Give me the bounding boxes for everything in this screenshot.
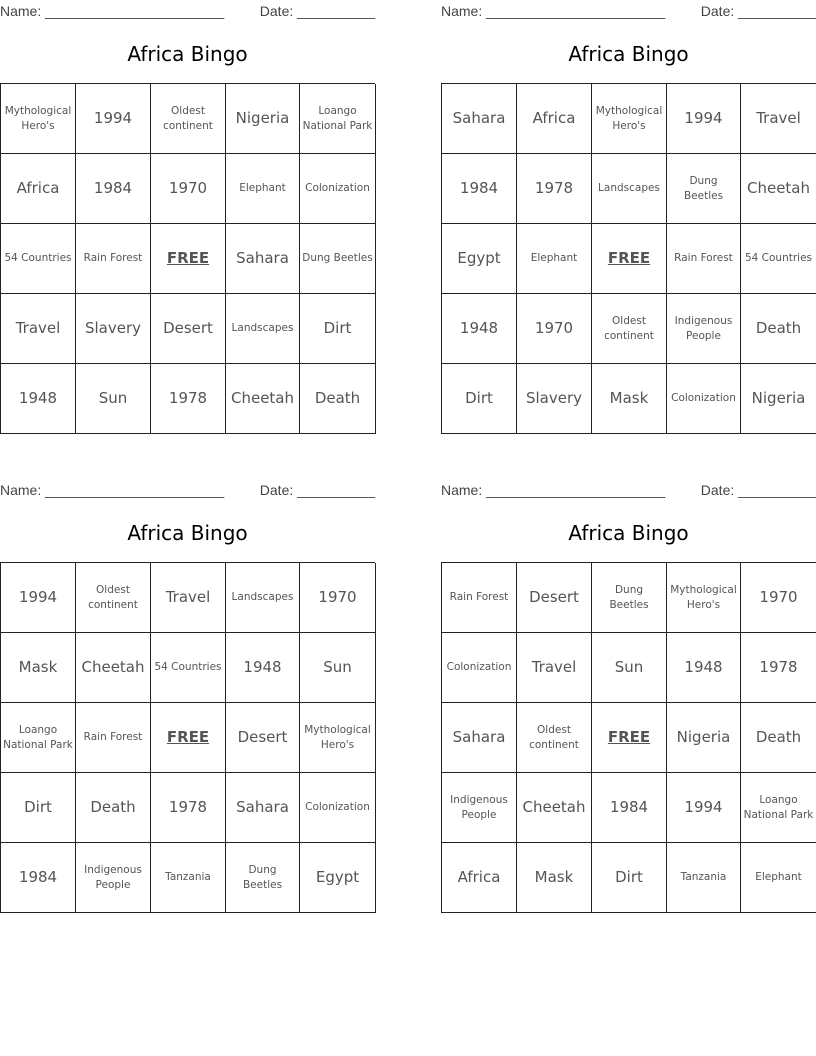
bingo-cell[interactable]: Dung Beetles: [300, 224, 376, 294]
bingo-cell[interactable]: Sun: [300, 633, 376, 703]
bingo-cell[interactable]: Slavery: [517, 364, 592, 434]
bingo-cell[interactable]: 1984: [442, 154, 517, 224]
bingo-cell[interactable]: Africa: [517, 84, 592, 154]
bingo-cell[interactable]: 1994: [667, 773, 741, 843]
date-field[interactable]: Date: __________: [259, 3, 375, 19]
bingo-cell[interactable]: 1984: [592, 773, 667, 843]
bingo-cell[interactable]: 1948: [667, 633, 741, 703]
bingo-cell[interactable]: 1984: [76, 154, 151, 224]
bingo-cell[interactable]: Colonization: [300, 154, 376, 224]
bingo-cell[interactable]: Dirt: [592, 843, 667, 913]
bingo-cell[interactable]: Oldest continent: [592, 294, 667, 364]
bingo-cell[interactable]: Nigeria: [741, 364, 816, 434]
bingo-cell[interactable]: 1948: [442, 294, 517, 364]
bingo-cell[interactable]: Desert: [151, 294, 226, 364]
bingo-cell[interactable]: Sahara: [442, 84, 517, 154]
bingo-cell[interactable]: 1978: [151, 773, 226, 843]
bingo-cell[interactable]: Oldest continent: [76, 563, 151, 633]
bingo-cell[interactable]: Dirt: [442, 364, 517, 434]
bingo-cell[interactable]: Nigeria: [226, 84, 300, 154]
bingo-cell[interactable]: Nigeria: [667, 703, 741, 773]
bingo-cell[interactable]: Mask: [592, 364, 667, 434]
bingo-cell[interactable]: Loango National Park: [300, 84, 376, 154]
date-field[interactable]: Date: __________: [700, 3, 816, 19]
bingo-cell[interactable]: 1948: [1, 364, 76, 434]
bingo-cell[interactable]: Travel: [1, 294, 76, 364]
bingo-cell[interactable]: Africa: [442, 843, 517, 913]
bingo-cell[interactable]: 1984: [1, 843, 76, 913]
bingo-cell[interactable]: Cheetah: [226, 364, 300, 434]
bingo-cell[interactable]: Dung Beetles: [667, 154, 741, 224]
bingo-grid: [441, 83, 816, 434]
name-field[interactable]: Name: _______________________: [441, 3, 666, 19]
bingo-cell[interactable]: Elephant: [226, 154, 300, 224]
bingo-grid: [0, 83, 375, 434]
bingo-cell[interactable]: 54 Countries: [741, 224, 816, 294]
bingo-cell[interactable]: 1994: [667, 84, 741, 154]
bingo-cell[interactable]: Cheetah: [517, 773, 592, 843]
card-title: Africa Bingo: [568, 521, 689, 545]
bingo-cell[interactable]: Travel: [151, 563, 226, 633]
bingo-cell[interactable]: Elephant: [741, 843, 816, 913]
bingo-cell[interactable]: 1994: [76, 84, 151, 154]
bingo-cell[interactable]: 1978: [151, 364, 226, 434]
bingo-cell[interactable]: 1970: [517, 294, 592, 364]
bingo-grid: [441, 562, 816, 913]
bingo-cell[interactable]: Rain Forest: [76, 703, 151, 773]
card-title: Africa Bingo: [127, 521, 248, 545]
free-space-cell[interactable]: FREE: [592, 703, 667, 773]
bingo-cell[interactable]: Mythological Hero's: [300, 703, 376, 773]
bingo-card-3: [0, 479, 375, 913]
bingo-cell[interactable]: Landscapes: [592, 154, 667, 224]
bingo-cell[interactable]: 1994: [1, 563, 76, 633]
bingo-card-1: [0, 0, 375, 434]
bingo-cell[interactable]: 1970: [741, 563, 816, 633]
bingo-cell[interactable]: Death: [741, 703, 816, 773]
bingo-cell[interactable]: 54 Countries: [151, 633, 226, 703]
bingo-cell[interactable]: Death: [76, 773, 151, 843]
bingo-cell[interactable]: Rain Forest: [442, 563, 517, 633]
bingo-cell[interactable]: Desert: [226, 703, 300, 773]
bingo-cell[interactable]: Dung Beetles: [226, 843, 300, 913]
bingo-cell[interactable]: Sahara: [226, 224, 300, 294]
bingo-cell[interactable]: 1970: [151, 154, 226, 224]
bingo-cell[interactable]: 1970: [300, 563, 376, 633]
free-space-cell[interactable]: FREE: [592, 224, 667, 294]
bingo-cell[interactable]: Indigenous People: [442, 773, 517, 843]
card-title: Africa Bingo: [568, 42, 689, 66]
bingo-cell[interactable]: Rain Forest: [76, 224, 151, 294]
bingo-cell[interactable]: Colonization: [300, 773, 376, 843]
bingo-cell[interactable]: Sun: [76, 364, 151, 434]
bingo-cell[interactable]: Africa: [1, 154, 76, 224]
bingo-cell[interactable]: Mythological Hero's: [1, 84, 76, 154]
bingo-cell[interactable]: Egypt: [300, 843, 376, 913]
bingo-cell[interactable]: Sun: [592, 633, 667, 703]
free-space-cell[interactable]: FREE: [151, 224, 226, 294]
bingo-cell[interactable]: Elephant: [517, 224, 592, 294]
bingo-card-2: [441, 0, 816, 434]
bingo-cell[interactable]: Death: [741, 294, 816, 364]
name-field[interactable]: Name: _______________________: [0, 482, 225, 498]
date-field[interactable]: Date: __________: [700, 482, 816, 498]
bingo-cell[interactable]: Mask: [517, 843, 592, 913]
bingo-cell[interactable]: Sahara: [442, 703, 517, 773]
bingo-cell[interactable]: Loango National Park: [1, 703, 76, 773]
date-field[interactable]: Date: __________: [259, 482, 375, 498]
bingo-cell[interactable]: Cheetah: [741, 154, 816, 224]
bingo-cell[interactable]: Travel: [517, 633, 592, 703]
bingo-cell[interactable]: 1978: [741, 633, 816, 703]
bingo-cell[interactable]: Desert: [517, 563, 592, 633]
bingo-cell[interactable]: Oldest continent: [151, 84, 226, 154]
bingo-cell[interactable]: Tanzania: [151, 843, 226, 913]
card-title: Africa Bingo: [127, 42, 248, 66]
bingo-cell[interactable]: Indigenous People: [667, 294, 741, 364]
bingo-cell[interactable]: 1978: [517, 154, 592, 224]
bingo-cell[interactable]: Mask: [1, 633, 76, 703]
bingo-cell[interactable]: 1948: [226, 633, 300, 703]
bingo-cell[interactable]: Sahara: [226, 773, 300, 843]
bingo-cell[interactable]: Tanzania: [667, 843, 741, 913]
bingo-cell[interactable]: Slavery: [76, 294, 151, 364]
bingo-cell[interactable]: Mythological Hero's: [592, 84, 667, 154]
bingo-cell[interactable]: Travel: [741, 84, 816, 154]
bingo-cell[interactable]: Egypt: [442, 224, 517, 294]
bingo-cell[interactable]: Landscapes: [226, 563, 300, 633]
bingo-card-4: [441, 479, 816, 913]
bingo-cell[interactable]: 54 Countries: [1, 224, 76, 294]
bingo-cell[interactable]: Oldest continent: [517, 703, 592, 773]
bingo-grid: [0, 562, 375, 913]
bingo-cell[interactable]: Rain Forest: [667, 224, 741, 294]
bingo-cell[interactable]: Loango National Park: [741, 773, 816, 843]
bingo-cell[interactable]: Dirt: [300, 294, 376, 364]
bingo-cell[interactable]: Dirt: [1, 773, 76, 843]
free-space-cell[interactable]: FREE: [151, 703, 226, 773]
name-field[interactable]: Name: _______________________: [441, 482, 666, 498]
name-field[interactable]: Name: _______________________: [0, 3, 225, 19]
bingo-cell[interactable]: Colonization: [667, 364, 741, 434]
bingo-cell[interactable]: Death: [300, 364, 376, 434]
bingo-cell[interactable]: Colonization: [442, 633, 517, 703]
bingo-cell[interactable]: Indigenous People: [76, 843, 151, 913]
bingo-cell[interactable]: Landscapes: [226, 294, 300, 364]
bingo-cell[interactable]: Mythological Hero's: [667, 563, 741, 633]
bingo-cell[interactable]: Dung Beetles: [592, 563, 667, 633]
bingo-cell[interactable]: Cheetah: [76, 633, 151, 703]
